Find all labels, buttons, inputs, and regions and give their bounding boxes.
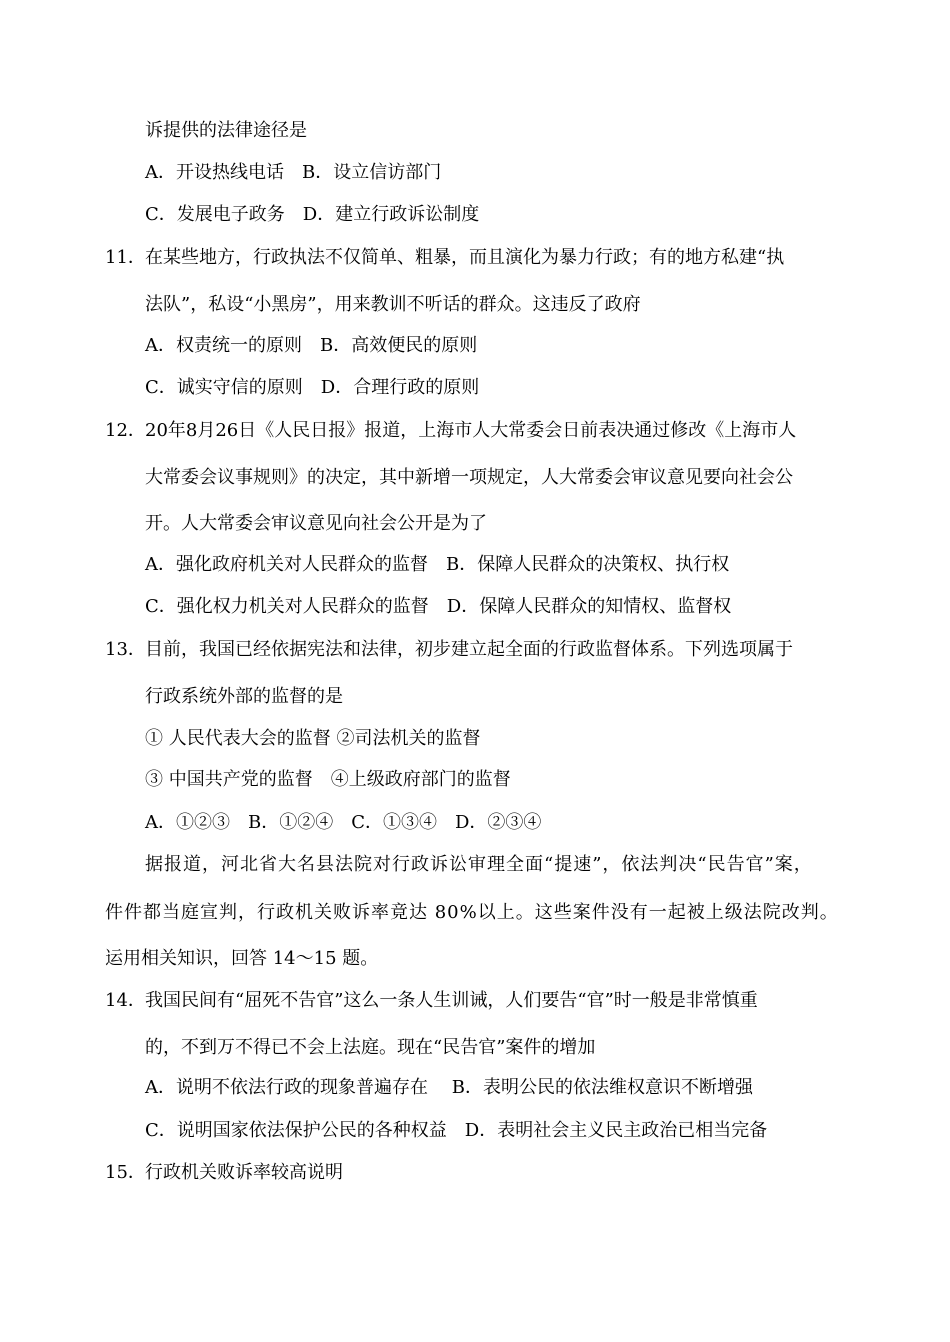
q10-options-ab: A．开设热线电话 B．设立信访部门 (145, 162, 442, 183)
passage-line1: 据报道，河北省大名县法院对行政诉讼审理全面“提速”，依法判决“民告官”案， (145, 854, 813, 875)
q15-number: 15． (105, 1162, 146, 1183)
q10-options-cd: C．发展电子政务 D．建立行政诉讼制度 (145, 204, 480, 225)
q12-number: 12． (105, 420, 146, 441)
q14-stem-line2: 的，不到万不得已不会上法庭。现在“民告官”案件的增加 (145, 1037, 596, 1058)
passage-line2: 件件都当庭宣判，行政机关败诉率竟达 80%以上。这些案件没有一起被上级法院改判。 (105, 902, 839, 923)
q13-items-12: ① 人民代表大会的监督 ②司法机关的监督 (145, 728, 481, 749)
q13-number: 13． (105, 639, 146, 660)
q14-number: 14． (105, 990, 146, 1011)
q14-options-cd: C．说明国家依法保护公民的各种权益 D．表明社会主义民主政治已相当完备 (145, 1120, 768, 1141)
passage-line3: 运用相关知识，回答 14～15 题。 (105, 948, 379, 969)
q12-options-ab: A．强化政府机关对人民群众的监督 B．保障人民群众的决策权、执行权 (145, 554, 730, 575)
q12-stem-line1: 20年8月26日《人民日报》报道，上海市人大常委会日前表决通过修改《上海市人 (145, 420, 797, 441)
q11-stem-line1: 在某些地方，行政执法不仅简单、粗暴，而且演化为暴力行政；有的地方私建“执 (145, 247, 785, 268)
q11-number: 11． (105, 247, 146, 268)
q12-options-cd: C．强化权力机关对人民群众的监督 D．保障人民群众的知情权、监督权 (145, 596, 732, 617)
q11-options-cd: C．诚实守信的原则 D．合理行政的原则 (145, 377, 480, 398)
q15-stem-line1: 行政机关败诉率较高说明 (145, 1162, 343, 1183)
q13-items-34: ③ 中国共产党的监督 ④上级政府部门的监督 (145, 769, 511, 790)
q11-options-ab: A．权责统一的原则 B．高效便民的原则 (145, 335, 478, 356)
q10-stem-continuation: 诉提供的法律途径是 (145, 120, 307, 141)
q13-stem-line2: 行政系统外部的监督的是 (145, 686, 343, 707)
q13-stem-line1: 目前，我国已经依据宪法和法律，初步建立起全面的行政监督体系。下列选项属于 (145, 639, 793, 660)
q12-stem-line2: 大常委会议事规则》的决定，其中新增一项规定，人大常委会审议意见要向社会公 (145, 467, 793, 488)
q11-stem-line2: 法队”，私设“小黑房”，用来教训不听话的群众。这违反了政府 (145, 294, 641, 315)
q14-stem-line1: 我国民间有“屈死不告官”这么一条人生训诫，人们要告“官”时一般是非常慎重 (145, 990, 758, 1011)
q12-stem-line3: 开。人大常委会审议意见向社会公开是为了 (145, 513, 487, 534)
q13-options: A．①②③ B．①②④ C．①③④ D．②③④ (145, 812, 542, 833)
q14-options-ab: A．说明不依法行政的现象普遍存在 B．表明公民的依法维权意识不断增强 (145, 1077, 753, 1098)
